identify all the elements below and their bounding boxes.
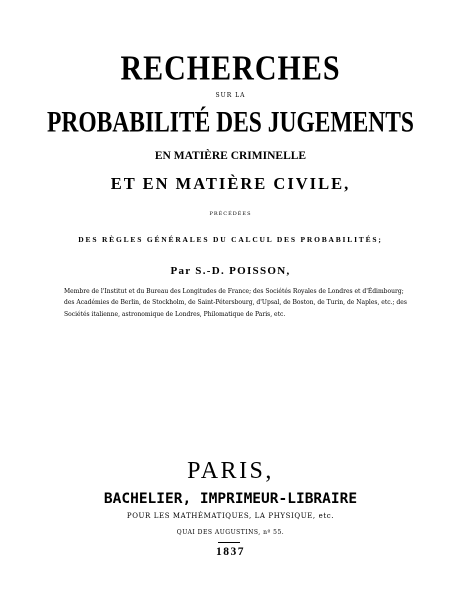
book-title: RECHERCHES [120, 49, 341, 88]
publisher-name: BACHELIER, IMPRIMEUR-LIBRAIRE [103, 491, 358, 507]
author-affiliations: Membre de l'Institut et du Bureau des Longitudes de France; des Sociétés Royales de Londres et d'Édimbourg; des Académies de Berlin, de Stockholm, de Saint-Pétersbourg, d'Upsal, de Boston, de Turin, de Naples, etc.; des Sociétés italienne, astronomique de Londres, Philomatique de Paris, etc. [64, 288, 407, 318]
publisher-address: QUAI DES AUGUSTINS, nº 55. [176, 529, 285, 536]
author-line: Par S.-D. POISSON, [170, 265, 291, 277]
subtitle-line-civile: ET EN MATIÈRE CIVILE, [110, 174, 351, 193]
connector-precedees: PRÉCÉDÉES [209, 211, 252, 217]
publication-year: 1837 [216, 546, 245, 558]
publication-city: PARIS, [187, 458, 274, 484]
subtitle-line-criminelle: EN MATIÈRE CRIMINELLE [154, 150, 307, 162]
divider-rule [218, 542, 240, 543]
connector-sur-la: SUR LA [215, 92, 246, 99]
subtitle-regles: DES RÈGLES GÉNÉRALES DU CALCUL DES PROBABILITÉS; [78, 235, 383, 244]
publisher-specialty: POUR LES MATHÉMATIQUES, LA PHYSIQUE, etc. [126, 512, 335, 520]
book-subtitle: PROBABILITÉ DES JUGEMENTS [47, 106, 414, 140]
